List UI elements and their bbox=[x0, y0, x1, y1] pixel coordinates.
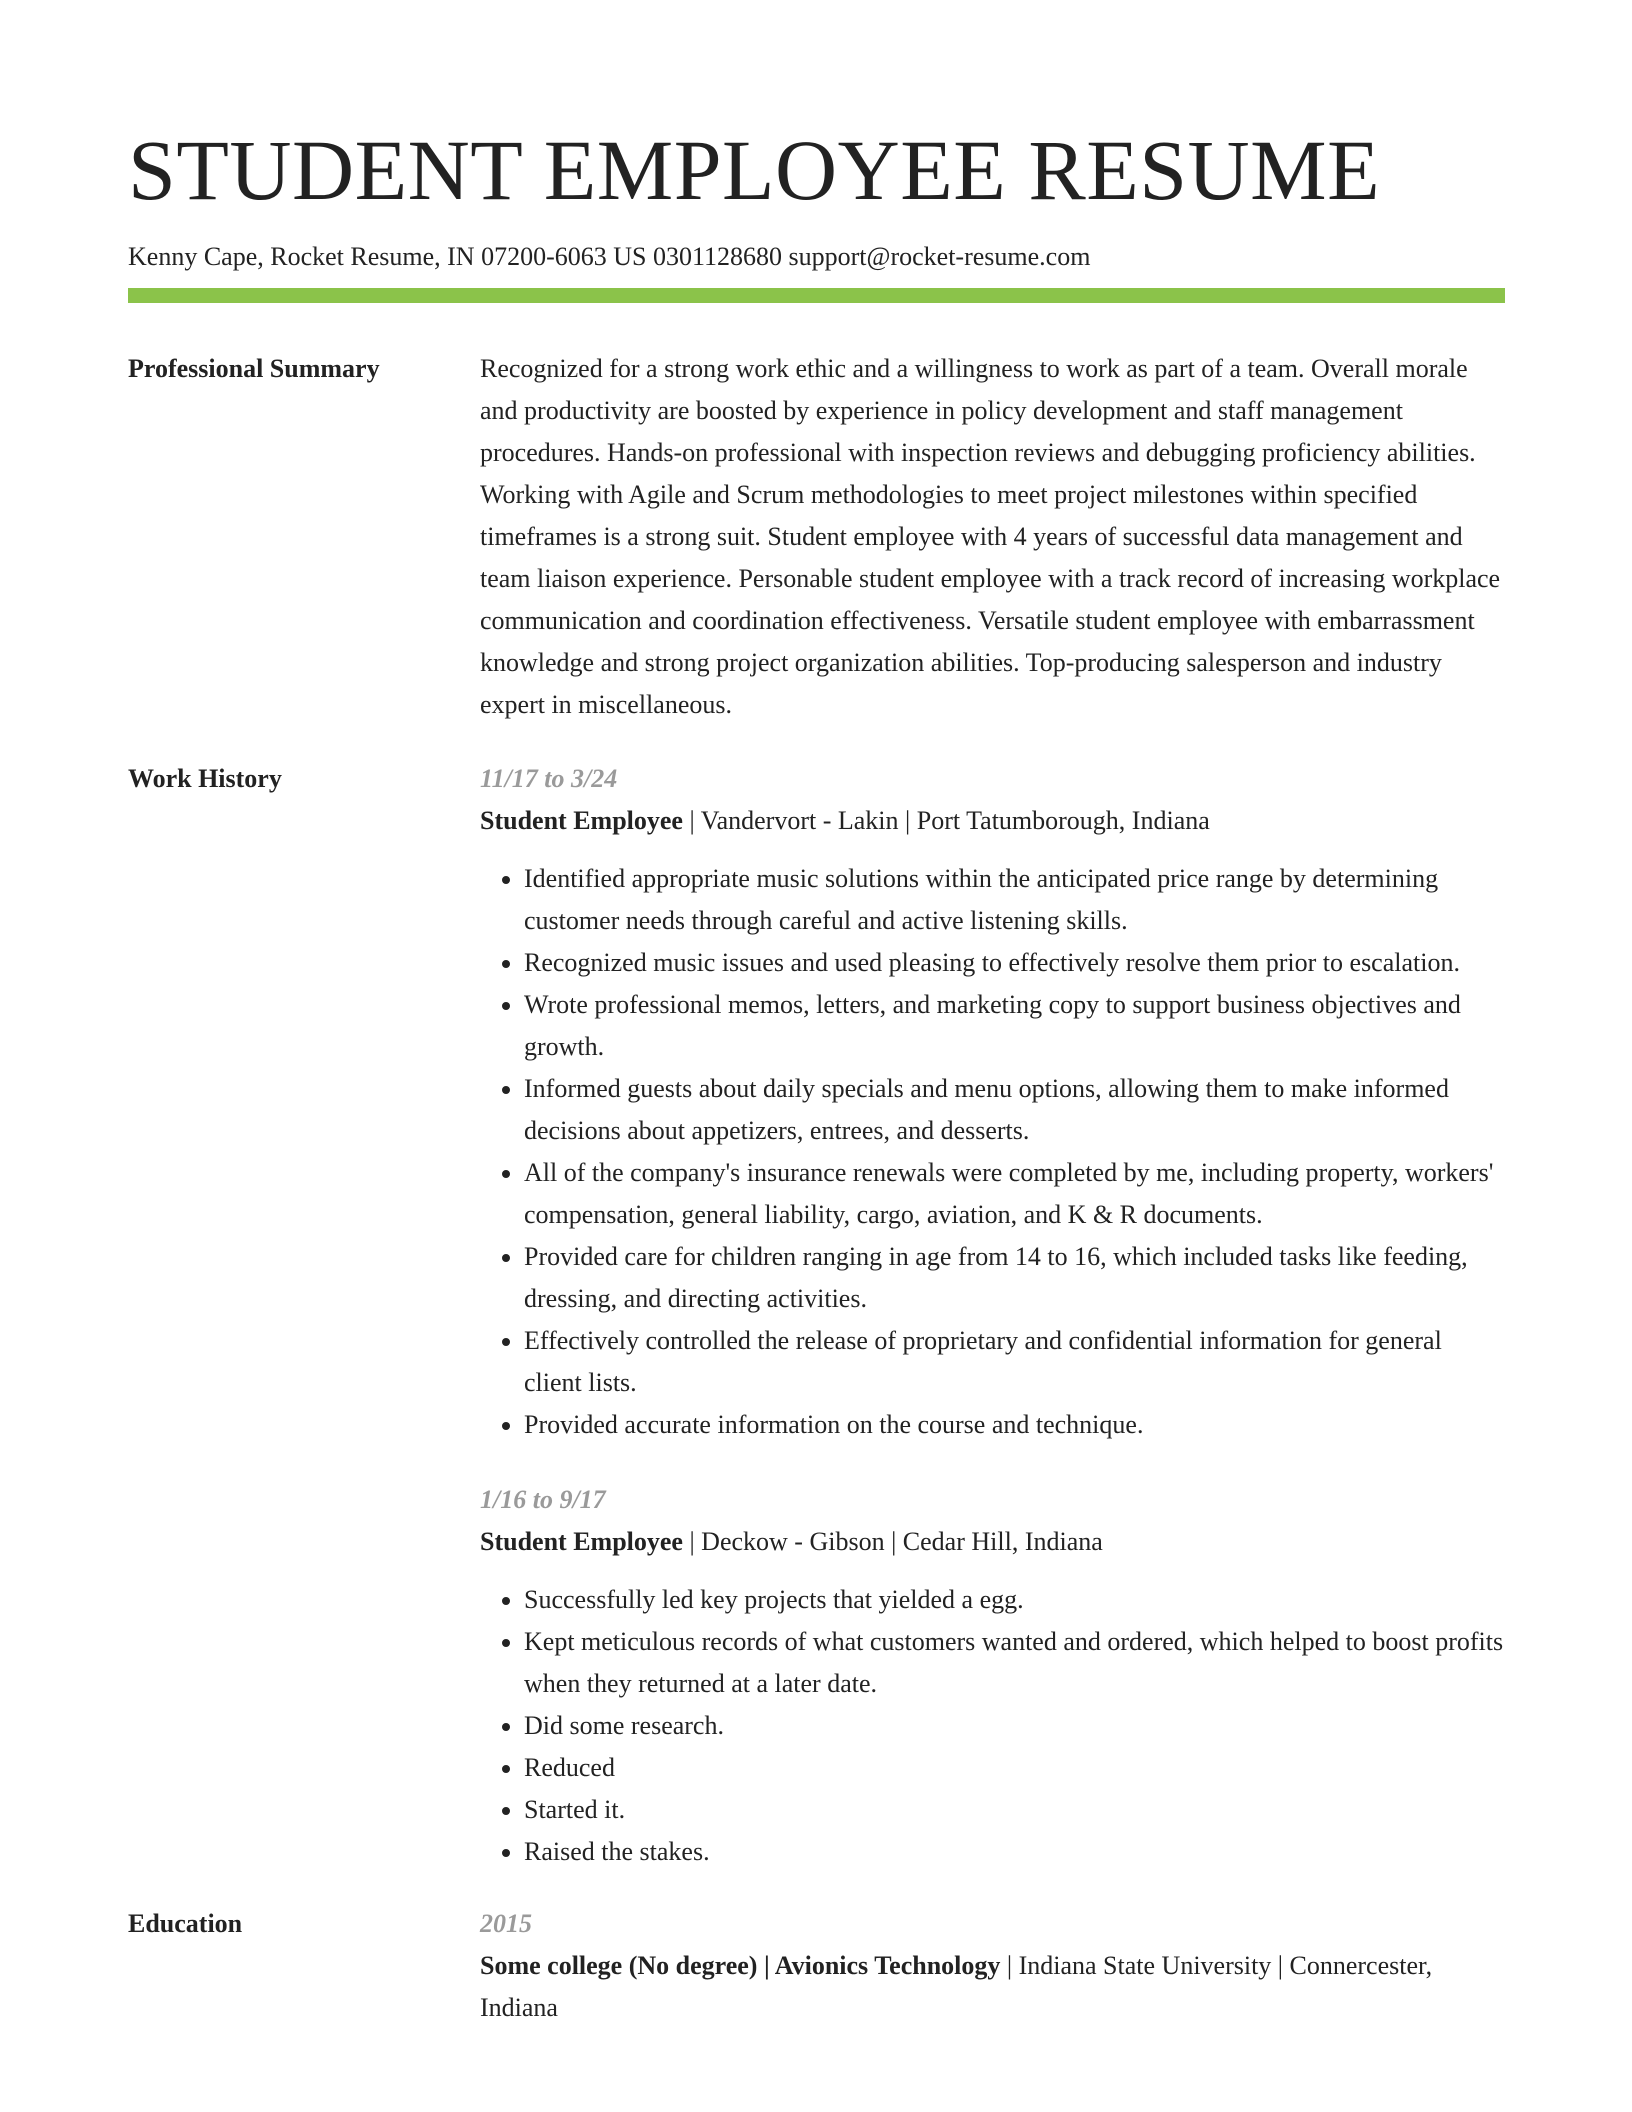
section-label-summary: Professional Summary bbox=[128, 354, 380, 383]
professional-summary-section bbox=[128, 348, 1505, 726]
education-details: | Indiana State University | Connercester, Indiana bbox=[480, 1951, 1433, 2022]
education-year: 2015 bbox=[480, 1909, 532, 1938]
job-entry bbox=[480, 1479, 1505, 1873]
job-bullet: • Successfully led key projects that yielded a egg. bbox=[524, 1579, 1505, 1621]
summary-body bbox=[480, 348, 1505, 726]
job-bullet: • Started it. bbox=[524, 1789, 1505, 1831]
education-degree: Some college (No degree) | Avionics Technology bbox=[480, 1951, 1001, 1980]
job-bullet: • All of the company's insurance renewals were completed by me, including property, workers' compensation, general liability, cargo, aviation, and K & R documents. bbox=[524, 1152, 1505, 1236]
job-heading bbox=[480, 1521, 1505, 1563]
job-details: | Vandervort - Lakin | Port Tatumborough, Indiana bbox=[682, 806, 1210, 835]
job-bullet: • Kept meticulous records of what customers wanted and ordered, which helped to boost profits when they returned at a later date. bbox=[524, 1621, 1505, 1705]
education-body bbox=[480, 1903, 1505, 2029]
job-bullet: • Provided accurate information on the course and technique. bbox=[524, 1404, 1505, 1446]
education-heading bbox=[480, 1945, 1505, 2029]
header-divider bbox=[128, 288, 1505, 303]
job-bullet: • Effectively controlled the release of proprietary and confidential information for general client lists. bbox=[524, 1320, 1505, 1404]
section-label-work: Work History bbox=[128, 764, 282, 793]
work-history-section bbox=[128, 758, 1505, 1873]
job-details: | Deckow - Gibson | Cedar Hill, Indiana bbox=[682, 1527, 1103, 1556]
job-bullet: • Reduced bbox=[524, 1747, 1505, 1789]
job-bullet: • Identified appropriate music solutions within the anticipated price range by determining customer needs through careful and active listening skills. bbox=[524, 858, 1505, 942]
job-bullet: • Informed guests about daily specials and menu options, allowing them to make informed decisions about appetizers, entrees, and desserts. bbox=[524, 1068, 1505, 1152]
section-label-education: Education bbox=[128, 1909, 243, 1938]
work-history-body bbox=[480, 758, 1505, 1873]
job-bullet: • Provided care for children ranging in age from 14 to 16, which included tasks like feeding, dressing, and directing activities. bbox=[524, 1236, 1505, 1320]
education-section bbox=[128, 1903, 1505, 2029]
contact-line: Kenny Cape, Rocket Resume, IN 07200-6063 US 0301128680 support@rocket-resume.com bbox=[128, 242, 1091, 271]
job-bullet: • Did some research. bbox=[524, 1705, 1505, 1747]
resume-page bbox=[128, 110, 1505, 2029]
resume-title: STUDENT EMPLOYEE RESUME bbox=[128, 122, 1381, 218]
job-bullet: • Raised the stakes. bbox=[524, 1831, 1505, 1873]
job-bullet: • Wrote professional memos, letters, and marketing copy to support business objectives and growth. bbox=[524, 984, 1505, 1068]
summary-text: Recognized for a strong work ethic and a willingness to work as part of a team. Overall morale and productivity are boosted by experience in policy development and staff management procedures. Hands-on professional with inspection reviews and debugging proficiency abilities. Working with Agile and Scrum methodologies to meet project milestones within specified timeframes is a strong suit. Student employee with 4 years of successful data management and team liaison experience. Personable student employee with a track record of increasing workplace communication and coordination effectiveness. Versatile student employee with embarrassment knowledge and strong project organization abilities. Top-producing salesperson and industry expert in miscellaneous. bbox=[480, 354, 1501, 719]
job-bullet-list bbox=[480, 858, 1505, 1446]
job-dates: 1/16 to 9/17 bbox=[480, 1485, 606, 1514]
job-role: Student Employee bbox=[480, 806, 683, 835]
job-heading bbox=[480, 800, 1505, 842]
job-dates: 11/17 to 3/24 bbox=[480, 764, 618, 793]
job-role: Student Employee bbox=[480, 1527, 683, 1556]
job-bullet-list bbox=[480, 1579, 1505, 1873]
job-entry bbox=[480, 758, 1505, 1446]
job-bullet: • Recognized music issues and used pleasing to effectively resolve them prior to escalation. bbox=[524, 942, 1505, 984]
